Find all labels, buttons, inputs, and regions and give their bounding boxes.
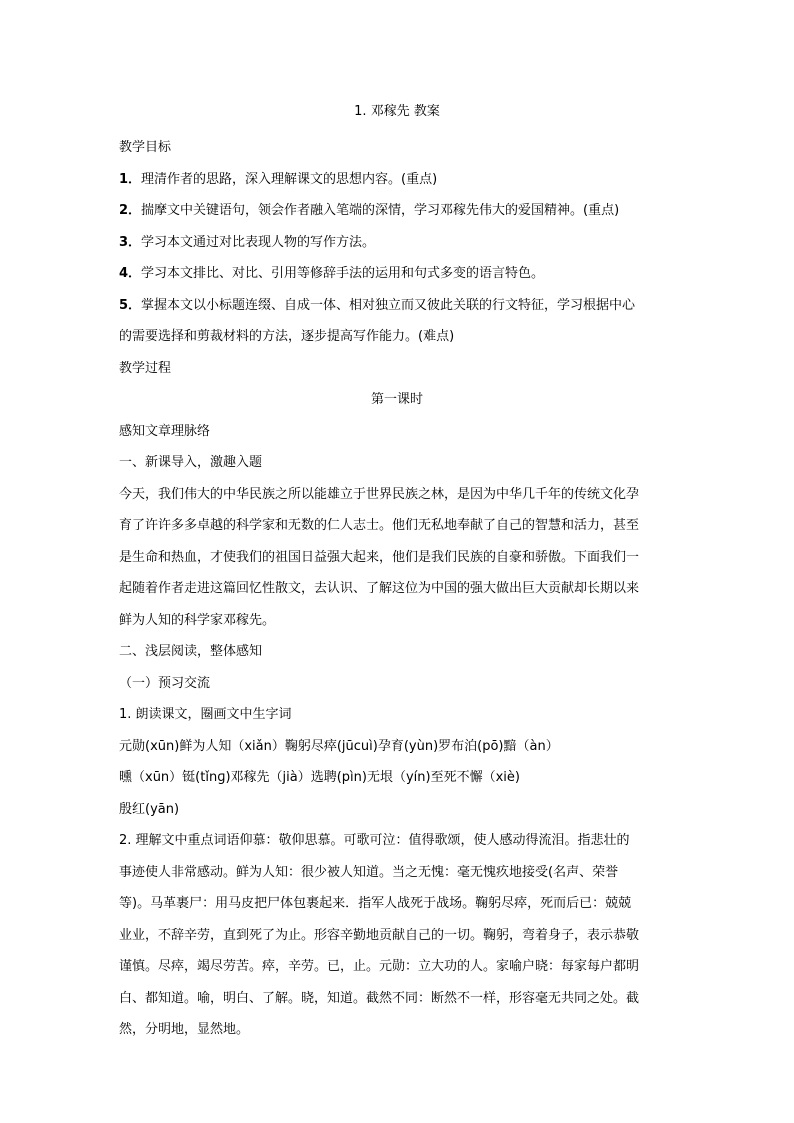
objective-number: 2． — [119, 203, 142, 218]
objective-item — [119, 164, 675, 196]
paragraph-line: 起随着作者走进这篇回忆性散文，去认识、了解这位为中国的强大做出巨大贡献却长期以来 — [119, 581, 640, 596]
definition-line: 谨慎。尽瘁，竭尽劳苦。瘁，辛劳。已，止。元勋：立大功的人。家喻户晓：每家每户都明 — [119, 959, 640, 974]
document-title: 1. 邓稼先 教案 — [354, 104, 440, 119]
objective-text: 理清作者的思路，深入理解课文的思想内容。(重点) — [141, 171, 438, 187]
objective-number: 5． — [119, 297, 142, 313]
section-intro: 感知文章理脉络 — [119, 423, 211, 439]
objective-text: 学习本文排比、对比、引用等修辞手法的运用和句式多变的语言特色。 — [141, 266, 545, 281]
objective-item-continued: 的需要选择和剪裁材料的方法，逐步提高写作能力。(难点) — [119, 329, 455, 344]
part1-heading: 一、新课导入，激趣入题 — [119, 455, 263, 470]
paragraph-line: 鲜为人知的科学家邓稼先。 — [119, 612, 276, 628]
definition-line: 等)。马革裹尸：用马皮把尸体包裹起来．指军人战死于战场。鞠躬尽瘁，死而后已：兢兢 — [119, 896, 632, 911]
objectives-heading: 教学目标 — [119, 140, 172, 155]
document-body — [119, 132, 675, 1046]
objective-text: 学习本文通过对比表现人物的写作方法。 — [141, 234, 376, 250]
item1-heading: 1. 朗读课文，圈画文中生字词 — [119, 707, 292, 722]
objective-item — [119, 195, 675, 227]
objective-item — [119, 258, 675, 290]
objective-number: 1． — [119, 171, 142, 187]
objective-text: 揣摩文中关键语句，领会作者融入笔端的深情，学习邓稼先伟大的爱国精神。(重点) — [141, 203, 620, 218]
objective-number: 3． — [119, 234, 142, 250]
sub1-heading: （一）预习交流 — [119, 675, 211, 691]
vocab-line: 曛（xūn）铤(tǐnɡ)邓稼先（jià）选聘(pìn)无垠（yín)至死不懈（xiè) — [119, 770, 520, 785]
definition-line: 业业，不辞辛劳，直到死了为止。形容辛勤地贡献自己的一切。鞠躬，弯着身子，表示恭敬 — [119, 927, 640, 943]
objective-item — [119, 290, 675, 322]
definition-line: 白、都知道。喻，明白、了解。晓，知道。截然不同：断然不一样，形容毫无共同之处。截 — [119, 990, 640, 1006]
objective-number: 4． — [119, 266, 142, 281]
process-heading: 教学过程 — [119, 360, 172, 376]
objective-item — [119, 227, 675, 259]
paragraph-line: 是生命和热血，才使我们的祖国日益强大起来，他们是我们民族的自豪和骄傲。下面我们一 — [119, 549, 640, 565]
vocab-line: 元勋(xūn)鲜为人知（xiǎn）鞠躬尽瘁(jūcuì)孕育(yùn)罗布泊(pō)黯（àn） — [119, 738, 559, 754]
vocab-line: 殷红(yān) — [119, 801, 180, 817]
definition-line: 事迹使人非常感动。鲜为人知：很少被人知道。当之无愧：毫无愧疚地接受(名声、荣誉 — [119, 864, 619, 880]
paragraph-line: 今天，我们伟大的中华民族之所以能雄立于世界民族之林，是因为中华几千年的传统文化孕 — [119, 486, 640, 502]
lesson-heading: 第一课时 — [370, 392, 423, 407]
definition-line: 2. 理解文中重点词语仰慕：敬仰思慕。可歌可泣：值得歌颂，使人感动得流泪。指悲壮的 — [119, 833, 630, 848]
definition-line: 然，分明地，显然地。 — [119, 1022, 250, 1037]
paragraph-line: 育了许许多多卓越的科学家和无数的仁人志士。他们无私地奉献了自己的智慧和活力，甚至 — [119, 518, 640, 533]
objective-text: 掌握本文以小标题连缀、自成一体、相对独立而又彼此关联的行文特征，学习根据中心 — [141, 297, 636, 313]
part2-heading: 二、浅层阅读，整体感知 — [119, 644, 263, 659]
